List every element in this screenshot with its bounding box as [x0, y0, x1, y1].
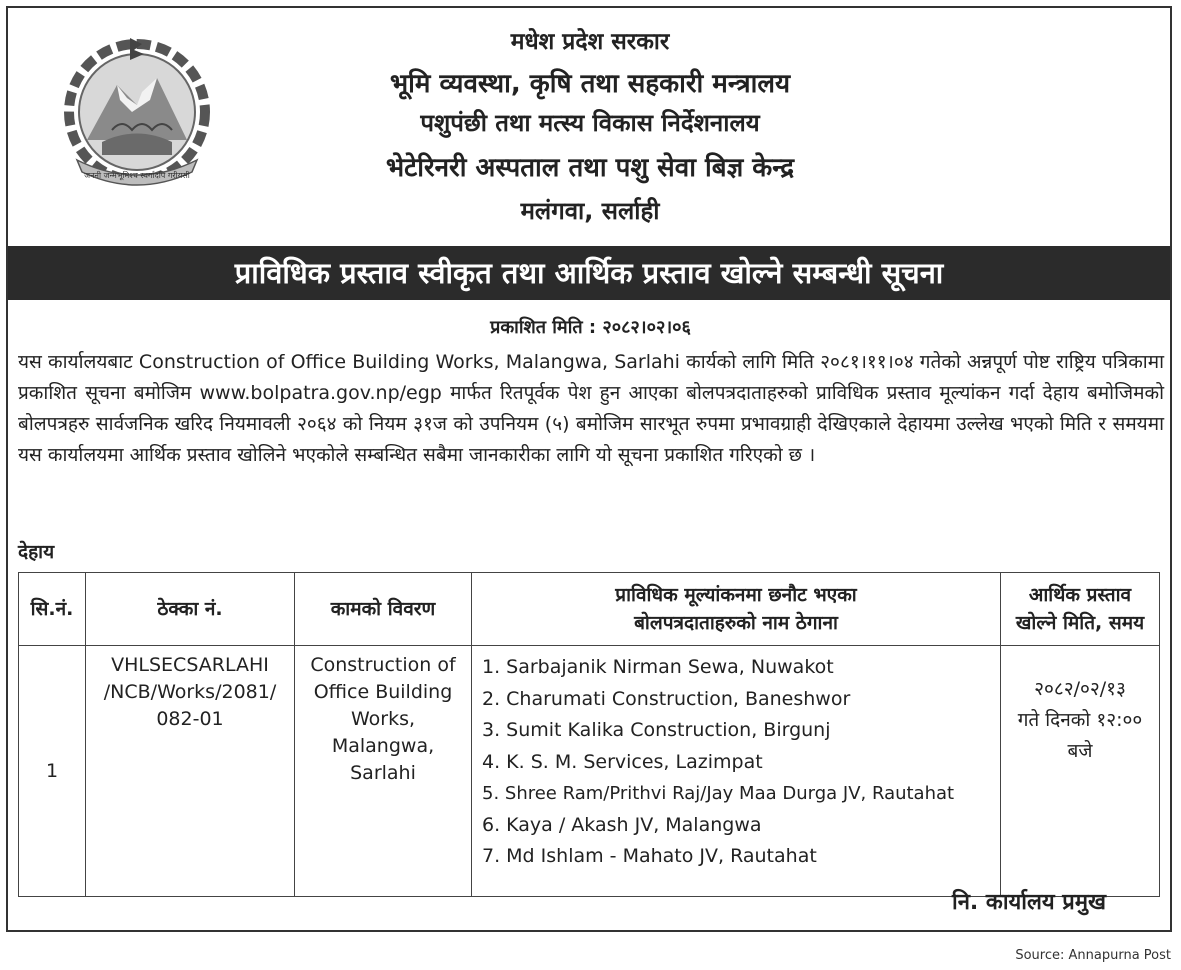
list-item: 5. Shree Ram/Prithvi Raj/Jay Maa Durga JV, Rautahat	[482, 783, 955, 804]
published-date: प्रकाशित मिति : २०८२।०२।०६	[490, 317, 691, 338]
work-line: Malangwa,	[331, 735, 435, 757]
opening-time: गते दिनको १२:००	[1017, 709, 1143, 731]
header-ministry: भूमि व्यवस्था, कृषि तथा सहकारी मन्त्रालय	[389, 69, 791, 99]
contract-line: VHLSECSARLAHI	[111, 654, 269, 676]
cell-opening	[1001, 646, 1160, 897]
dehay-label: देहाय	[18, 541, 55, 563]
cell-bidders	[472, 646, 1001, 897]
table-header-row	[19, 573, 1160, 646]
source-credit: Source: Annapurna Post	[1015, 948, 1171, 963]
col-bidders-line2: बोलपत्रदाताहरुको नाम ठेगाना	[634, 612, 838, 634]
col-sn: सि.नं.	[19, 573, 86, 646]
col-bidders	[472, 573, 1001, 646]
list-item: 3. Sumit Kalika Construction, Birgunj	[482, 719, 831, 741]
header-office: भेटेरिनरी अस्पताल तथा पशु सेवा बिज्ञ केन्द्र	[385, 153, 795, 183]
list-item: 6. Kaya / Akash JV, Malangwa	[482, 813, 762, 836]
cell-contract-no	[86, 646, 295, 897]
header-location: मलंगवा, सर्लाही	[520, 197, 660, 225]
col-opening	[1001, 573, 1160, 646]
col-bidders-line1: प्राविधिक मूल्यांकनमा छनौट भएका	[615, 584, 857, 606]
signoff: नि. कार्यालय प्रमुख	[952, 890, 1106, 915]
work-line: Construction of	[310, 654, 456, 676]
header-province: मधेश प्रदेश सरकार	[510, 29, 670, 55]
notice-title-banner: प्राविधिक प्रस्ताव स्वीकृत तथा आर्थिक प्रस्ताव खोल्ने सम्बन्धी सूचना	[8, 246, 1170, 300]
contract-line: /NCB/Works/2081/	[103, 681, 277, 703]
col-opening-line1: आर्थिक प्रस्ताव	[1028, 584, 1132, 606]
table-row	[19, 646, 1160, 897]
opening-date: २०८२/०२/१३	[1034, 678, 1126, 700]
cell-sn: 1	[19, 646, 86, 897]
svg-text:जननी जन्मभूमिश्च स्वर्गादपि गर: जननी जन्मभूमिश्च स्वर्गादपि गरीयसी	[84, 171, 190, 180]
list-item: 2. Charumati Construction, Baneshwor	[482, 687, 851, 710]
list-item: 1. Sarbajanik Nirman Sewa, Nuwakot	[482, 656, 834, 678]
opening-suffix: बजे	[1067, 740, 1093, 762]
contract-line: 082-01	[156, 708, 224, 730]
work-line: Works,	[350, 708, 416, 730]
col-contract-no: ठेक्का नं.	[86, 573, 295, 646]
list-item: 4. K. S. M. Services, Lazimpat	[482, 750, 763, 773]
bidders-list	[476, 652, 996, 873]
col-opening-line2: खोल्ने मिति, समय	[1015, 612, 1145, 634]
cell-work-desc	[295, 646, 472, 897]
notice-body: यस कार्यालयबाट Construction of Office Building Works, Malangwa, Sarlahi कार्यको लागि मिति २०८१।११।०४ गतेको अन्नपूर्ण पोष्ट राष्ट्रिय पत्रिकामा प्रकाशित सूचना बमोजिम www.bolpatra.gov.np/egp मार्फत रितपूर्वक पेश हुन आएका बोलपत्रदाताहरुको प्राविधिक प्रस्ताव मूल्यांकन गर्दा देहाय बमोजिमको बोलपत्रहरु सार्वजनिक खरिद नियमावली २०६४ को नियम ३१ज को उपनियम (५) बमोजिम सारभूत रुपमा प्रभावग्राही देखिएकाले देहायमा उल्लेख भएको मिति र समयमा यस कार्यालयमा आर्थिक प्रस्ताव खोलिने भएकोले सम्बन्धित सबैमा जानकारीका लागि यो सूचना प्रकाशित गरिएको छ ।	[18, 351, 1164, 466]
bidders-table	[18, 572, 1160, 897]
header-directorate: पशुपंछी तथा मत्स्य विकास निर्देशनालय	[420, 109, 760, 137]
list-item: 7. Md Ishlam - Mahato JV, Rautahat	[482, 845, 817, 867]
col-work-desc: कामको विवरण	[295, 573, 472, 646]
nepal-emblem-icon	[42, 30, 232, 190]
work-line: Office Building	[313, 681, 453, 703]
work-line: Sarlahi	[350, 762, 416, 784]
